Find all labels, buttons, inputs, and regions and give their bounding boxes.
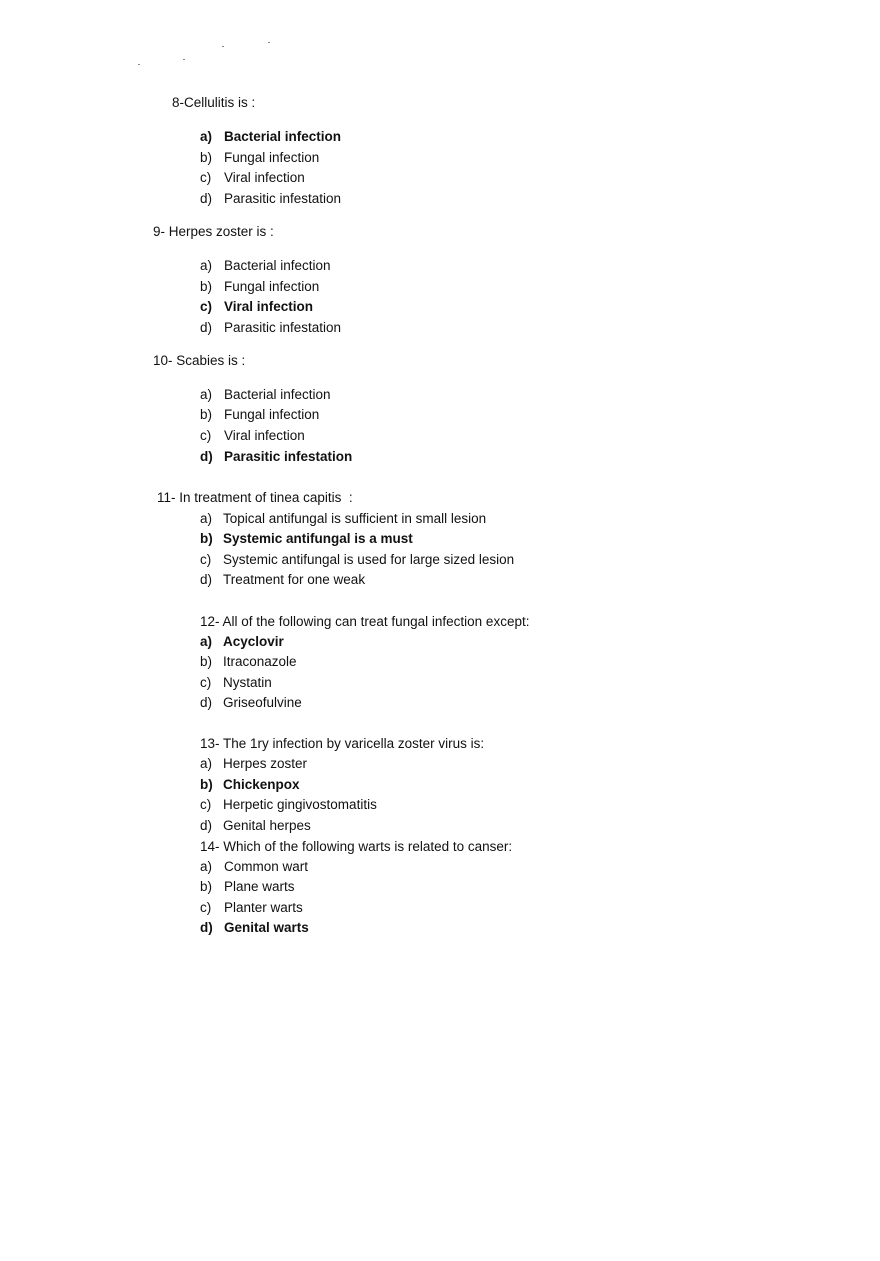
question-number: 8- [172,95,185,110]
question-number: 9- [153,224,166,239]
question-number: 13- [200,736,220,751]
option-letter: c) [200,552,212,567]
question-text: The 1ry infection by varicella zoster virus is: [219,736,485,751]
option-letter: c) [200,170,212,185]
option-letter: d) [200,449,213,464]
question-number: 14- [200,839,220,854]
question-text: Herpes zoster is : [165,224,274,239]
option-letter: a) [200,387,213,402]
option-text: Common wart [224,859,309,874]
option-text: Fungal infection [224,279,320,294]
option-letter: d) [200,191,213,206]
option-letter: c) [200,900,212,915]
question-12-stem [200,613,529,631]
option-text: Viral infection [224,428,305,443]
option-text: Griseofulvine [223,695,302,710]
option-text: Treatment for one weak [223,572,366,587]
option-text: Parasitic infestation [224,191,342,206]
question-text: In treatment of tinea capitis : [175,490,353,505]
option-letter: a) [200,756,213,771]
option-text: Fungal infection [224,407,320,422]
option-text: Bacterial infection [224,387,331,402]
question-11-stem [157,489,353,507]
option-text: Bacterial infection [224,258,331,273]
option-letter: c) [200,299,213,314]
question-13-stem [200,735,484,753]
option-letter: d) [200,320,213,335]
question-text: All of the following can treat fungal infection except: [219,614,530,629]
question-14-stem [200,838,512,856]
correct-answer-text: Systemic antifungal is a must [223,531,413,546]
option-letter: a) [200,129,213,144]
option-letter: b) [200,150,213,165]
option-letter: a) [200,634,213,649]
scan-speck [138,64,140,65]
question-number: 10- [153,353,173,368]
question-text: Cellulitis is : [184,95,256,110]
scan-speck [183,59,185,60]
question-9-stem [153,223,274,241]
option-letter: d) [200,818,213,833]
option-text: Nystatin [223,675,272,690]
option-letter: b) [200,279,213,294]
question-text: Which of the following warts is related to canser: [219,839,513,854]
option-text: Planter warts [224,900,303,915]
option-text: Itraconazole [223,654,297,669]
option-letter: d) [200,920,213,935]
option-letter: b) [200,654,213,669]
option-text: Systemic antifungal is used for large sized lesion [223,552,515,567]
option-letter: b) [200,407,213,422]
option-letter: c) [200,675,212,690]
option-text: Plane warts [224,879,295,894]
question-10-stem [153,352,245,370]
question-8-stem [172,94,255,112]
option-text: Herpetic gingivostomatitis [223,797,377,812]
option-letter: b) [200,777,213,792]
option-text: Topical antifungal is sufficient in small lesion [223,511,487,526]
question-number: 11- [157,490,176,505]
question-text: Scabies is : [172,353,246,368]
option-letter: d) [200,572,213,587]
option-letter: c) [200,428,212,443]
scan-speck [222,46,224,47]
option-text: Genital herpes [223,818,311,833]
correct-answer-text: Parasitic infestation [224,449,353,464]
option-letter: c) [200,797,212,812]
option-text: Parasitic infestation [224,320,342,335]
option-letter: b) [200,531,213,546]
question-number: 12- [200,614,220,629]
correct-answer-text: Acyclovir [223,634,284,649]
option-letter: a) [200,258,213,273]
correct-answer-text: Bacterial infection [224,129,342,144]
scan-speck [268,42,270,43]
correct-answer-text: Viral infection [224,299,314,314]
option-text: Viral infection [224,170,305,185]
option-text: Herpes zoster [223,756,308,771]
correct-answer-text: Chickenpox [223,777,300,792]
option-text: Fungal infection [224,150,320,165]
option-letter: a) [200,859,213,874]
correct-answer-text: Genital warts [224,920,309,935]
option-letter: a) [200,511,213,526]
option-letter: b) [200,879,213,894]
option-letter: d) [200,695,213,710]
